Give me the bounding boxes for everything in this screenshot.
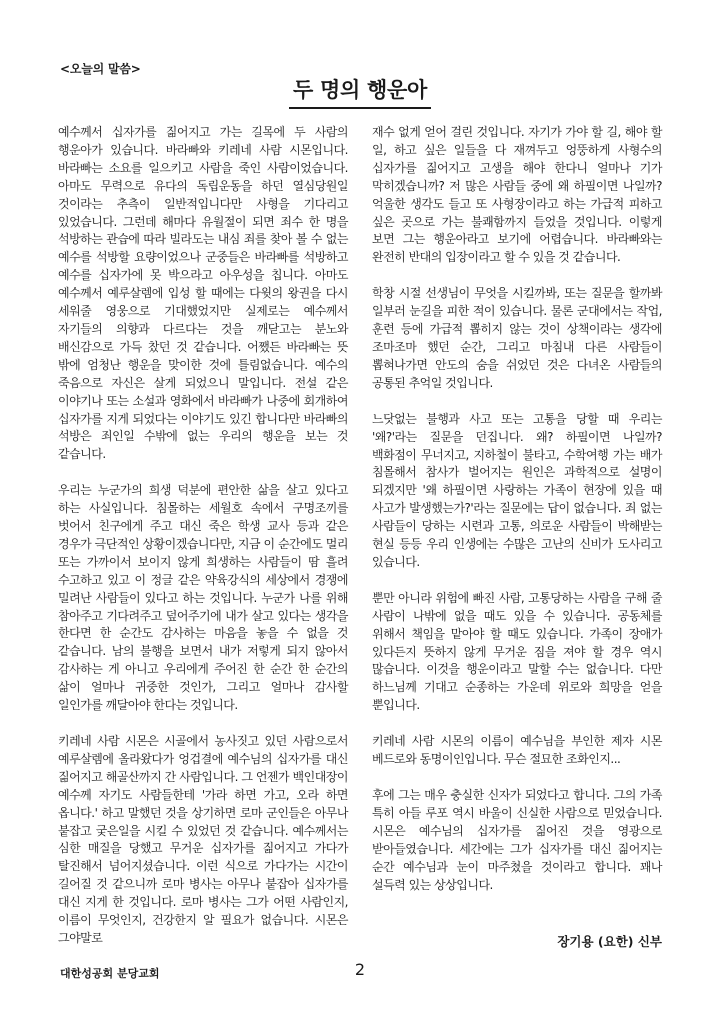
paragraph: 키레네 사람 시몬은 시골에서 농사짓고 있던 사람으로서 예루살렘에 올라왔다가 엉겁결에 예수님의 십자가를 대신 짊어지고 해골산까지 간 사람입니다. 그 언젠가 백인대장이 예수께 자기도 사람들한테 '가라 하면 가고, 오라 하면 옵니다.' 하고 말했던 것을 상기하면 로마 군인들은 아무나 붙잡고 궂은일을 시킬 수 있었던 것 같습니다. 예수께서는 심한 매질을 당했고 무거운 십자가를 짊어지고 가다가 탈진해서 넘어지셨습니다. 이런 식으로 가다가는 시간이 길어질 것 같으니까 로마 병사는 아무나 붙잡아 십자가를 대신 지게 한 것입니다. 로마 병사는 그가 어떤 사람인지, 이름이 무엇인지, 건강한지 알 필요가 없습니다. 시몬은 그야말로 — [58, 734, 348, 945]
paragraph: 뿐만 아니라 위험에 빠진 사람, 고통당하는 사람을 구해 줄 사람이 나밖에 없을 때도 있을 수 있습니다. 공동체를 위해서 책임을 맡아야 할 때도 있습니다. 가족이 장애가 있다든지 뜻하지 않게 무거운 짐을 져야 할 경우 역시 많습니다. 이것을 행운이라고 말할 수는 없습니다. 다만 하느님께 기대고 순종하는 가운데 위로와 희망을 얻을 뿐입니다. — [372, 590, 662, 713]
paragraph: 느닷없는 불행과 사고 또는 고통을 당할 때 우리는 '왜?'라는 질문을 던집니다. 왜? 하필이면 나일까? 백화점이 무너지고, 지하철이 불타고, 수학여행 가는 배가 침몰해서 참사가 벌어지는 원인은 과학적으로 설명이 되겠지만 '왜 하필이면 사랑하는 가족이 현장에 있을 때 사고가 발생했는가?'라는 질문에는 답이 없습니다. 죄 없는 사람들이 당하는 시련과 고통, 의로운 사람들이 박해받는 현실 등등 우리 인생에는 수많은 고난의 신비가 도사리고 있습니다. — [372, 411, 662, 569]
page-title: 두 명의 행운아 — [289, 74, 431, 109]
right-column — [372, 124, 662, 912]
church-name: 대한성공회 분당교회 — [60, 967, 160, 980]
author-signature: 장기용 (요한) 신부 — [557, 934, 662, 949]
paragraph: 키레네 사람 시몬의 이름이 예수님을 부인한 제자 시몬 베드로와 동명이인입니다. 무슨 절묘한 조화인지... — [372, 734, 662, 767]
paragraph: 학창 시절 선생님이 무엇을 시킬까봐, 또는 질문을 할까봐 일부러 눈길을 피한 적이 있습니다. 물론 군대에서는 작업, 훈련 등에 가급적 뽑히지 않는 것이 상책이라는 생각에 조마조마 했던 순간, 그리고 마침내 다른 사람들이 뽑혀나가면 안도의 숨을 쉬었던 것은 다녀온 사람들의 공통된 추억일 것입니다. — [372, 286, 662, 390]
page-number: 2 — [354, 960, 366, 979]
section-label: <오늘의 말씀> — [60, 62, 141, 76]
left-column — [58, 124, 348, 966]
paragraph: 우리는 누군가의 희생 덕분에 편안한 삶을 살고 있다고 하는 사실입니다. 침몰하는 세월호 속에서 구명조끼를 벗어서 친구에게 주고 대신 죽은 학생 교사 등과 같은 경우가 극단적인 상황이겠습니다만, 지금 이 순간에도 멀리 또는 가까이서 보이지 않게 희생하는 사람들이 땀 흘려 수고하고 있고 이 정글 같은 약육강식의 세상에서 경쟁에 밀려난 사람들이 있다고 하는 것입니다. 누군가 나를 위해 참아주고 기다려주고 덮어주기에 내가 살고 있다는 생각을 한다면 한 순간도 감사하는 마음을 놓을 수 없을 것 같습니다. 남의 불행을 보면서 내가 저렇게 되지 않아서 감사하는 게 아니고 우리에게 주어진 한 순간 한 순간의 삶이 얼마나 귀중한 것인가, 그리고 얼마나 감사할 일인가를 깨달아야 한다는 것입니다. — [58, 483, 348, 713]
paragraph: 후에 그는 매우 충실한 신자가 되었다고 합니다. 그의 가족 특히 아들 루포 역시 바울이 신실한 사람으로 믿었습니다. 시몬은 예수님의 십자가를 짊어진 것을 영광으로 받아들였습니다. 세간에는 그가 십자가를 대신 짊어지는 순간 예수님과 눈이 마주쳤을 것이라고 합니다. 꽤나 설득력 있는 상상입니다. — [372, 788, 662, 892]
page-title-wrapper — [0, 74, 720, 109]
paragraph: 예수께서 십자가를 짊어지고 가는 길목에 두 사람의 행운아가 있습니다. 바라빠와 키레네 사람 시몬입니다. 바라빠는 소요를 일으키고 사람을 죽인 사람이었습니다. 아마도 무력으로 유다의 독립운동을 하던 열심당원일 것이라는 추측이 일반적입니다만 사형을 기다리고 있었습니다. 그런데 해마다 유월절이 되면 죄수 한 명을 석방하는 관습에 따라 빌라도는 내심 죄를 찾아 볼 수 없는 예수를 석방할 요량이었으나 군중들은 바라빠를 석방하고 예수를 십자가에 못 박으라고 아우성을 칩니다. 아마도 예수께서 예루살렘에 입성 할 때에는 다윗의 왕권을 다시 세워줄 영웅으로 기대했었지만 실제로는 예수께서 자기들의 의향과 다르다는 것을 깨닫고는 분노와 배신감으로 가득 찼던 것 같습니다. 어쨌든 바라빠는 뜻 밖에 엄청난 행운을 맞이한 것에 틀림없습니다. 예수의 죽음으로 자신은 살게 되었으니 말입니다. 전설 같은 이야기나 또는 소설과 영화에서 바라빠가 나중에 회개하여 십자가를 지게 되었다는 이야기도 있긴 합니다만 바라빠의 석방은 죄인일 수밖에 없는 우리의 행운을 보는 것 같습니다. — [58, 125, 348, 462]
paragraph: 재수 없게 얻어 걸린 것입니다. 자기가 가야 할 길, 해야 할 일, 하고 싶은 일들을 다 재껴두고 엉뚱하게 사형수의 십자가를 짊어지고 고생을 해야 한다니 얼마나 기가 막히겠습니까? 저 많은 사람들 중에 왜 하필이면 나일까? 억울한 생각도 들고 또 사형장이라고 하는 가급적 피하고 싶은 곳으로 가는 불쾌함까지 들었을 것입니다. 이렇게 보면 그는 행운아라고 보기에 어렵습니다. 바라빠와는 완전히 반대의 입장이라고 할 수 있을 것 같습니다. — [372, 125, 662, 265]
